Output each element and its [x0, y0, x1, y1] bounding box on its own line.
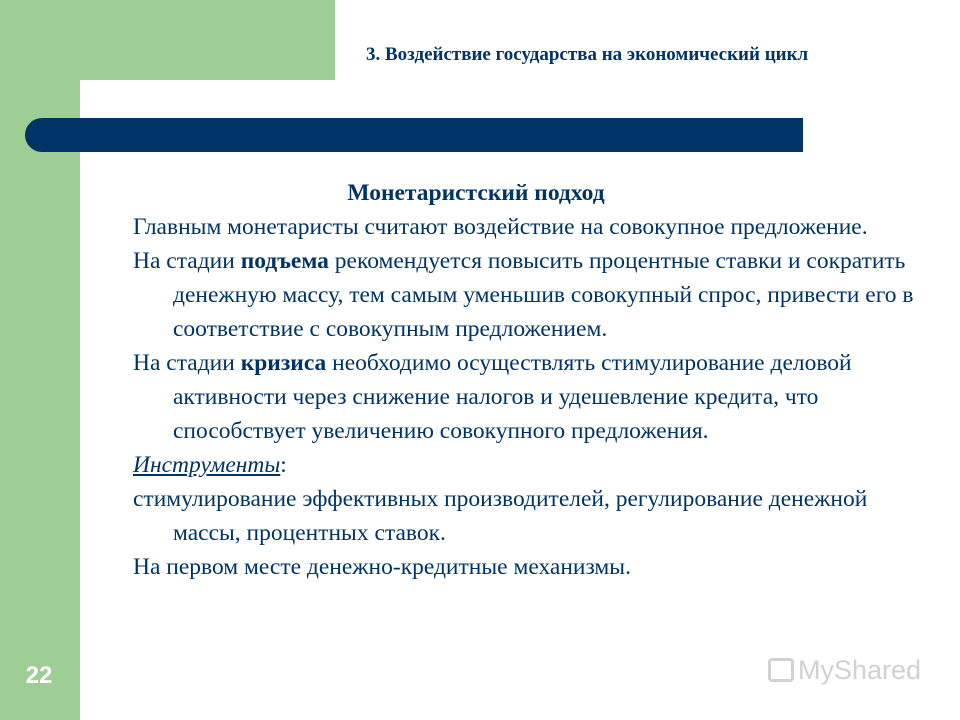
- crisis-text-after: необходимо осуществлять стимулирование деловой активности через снижение налогов и удешевление кредита, что способствует увеличению совокупного предложения.: [173, 350, 852, 444]
- boom-text-after: рекомендуется повысить процентные ставки и сократить денежную массу, тем самым уменьшив совокупный спрос, привести его в соответствие с совокупным предложением.: [173, 248, 914, 342]
- boom-text-before: На стадии: [133, 248, 241, 274]
- instruments-label-line: [133, 448, 933, 482]
- paragraph-main-impact: Главным монетаристы считают воздействие на совокупное предложение.: [133, 214, 868, 240]
- watermark: [768, 655, 921, 686]
- slide-title: 3. Воздействие государства на экономический цикл: [366, 44, 809, 65]
- paragraph-crisis-stage: [133, 346, 933, 448]
- boom-keyword: подъема: [240, 248, 329, 274]
- section-heading: Монетаристский подход: [347, 180, 605, 206]
- paragraph-conclusion: На первом месте денежно-кредитные механизмы.: [133, 554, 631, 580]
- top-green-block: [80, 0, 335, 80]
- watermark-text: MyShared: [798, 655, 922, 685]
- paragraph-instruments: стимулирование эффективных производителей, регулирование денежной массы, процентных ставок.: [133, 486, 868, 546]
- instruments-label: Инструменты: [133, 452, 281, 478]
- page-number: 22: [25, 662, 53, 689]
- paragraph-boom-stage: [133, 244, 933, 346]
- slide-body: [133, 176, 933, 584]
- navy-divider-bar: [25, 118, 803, 152]
- crisis-text-before: На стадии: [133, 350, 241, 376]
- instruments-colon: :: [280, 452, 287, 478]
- crisis-keyword: кризиса: [240, 350, 327, 376]
- watermark-logo-icon: [768, 658, 794, 682]
- left-green-stripe: [0, 0, 80, 720]
